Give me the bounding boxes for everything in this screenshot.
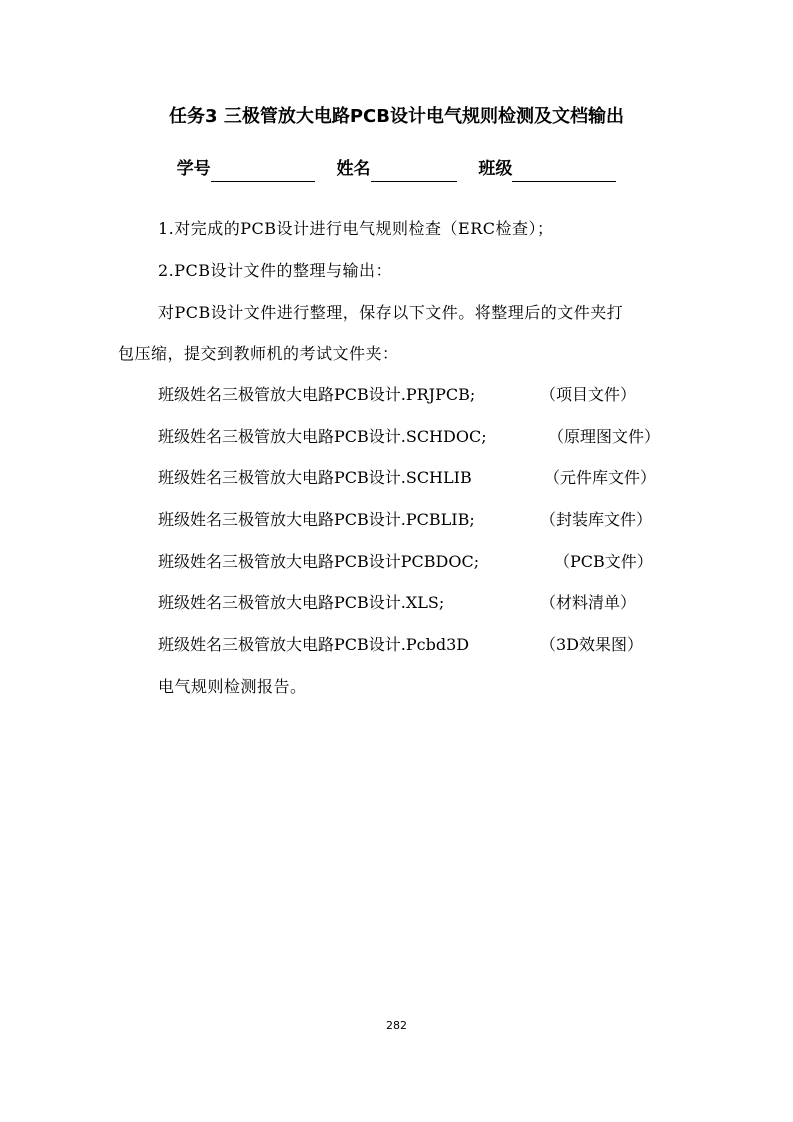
class-blank bbox=[512, 161, 616, 182]
page-title: 任务3 三极管放大电路PCB设计电气规则检测及文档输出 bbox=[169, 106, 624, 127]
file-name: 班级姓名三极管放大电路PCB设计PCBDOC; bbox=[158, 552, 480, 571]
file-name: 班级姓名三极管放大电路PCB设计.XLS; bbox=[158, 593, 445, 612]
file-name: 班级姓名三极管放大电路PCB设计.Pcbd3D bbox=[158, 635, 470, 654]
page-number: 282 bbox=[386, 1019, 407, 1032]
file-description: （PCB文件） bbox=[554, 552, 653, 571]
file-name: 班级姓名三极管放大电路PCB设计.SCHLIB bbox=[158, 468, 472, 487]
student-id-label: 学号 bbox=[176, 159, 211, 179]
file-name: 班级姓名三极管放大电路PCB设计.PCBLIB; bbox=[158, 510, 475, 529]
instruction-line-1: 对PCB设计文件进行整理，保存以下文件。将整理后的文件夹打 bbox=[158, 303, 624, 322]
instruction-line-2: 包压缩，提交到教师机的考试文件夹： bbox=[118, 344, 399, 363]
file-name: 班级姓名三极管放大电路PCB设计.PRJPCB; bbox=[158, 385, 476, 404]
student-id-blank bbox=[211, 161, 315, 182]
file-description: （封装库文件） bbox=[540, 510, 653, 529]
student-info-row bbox=[0, 156, 793, 182]
class-field bbox=[478, 156, 616, 182]
task-item-1: 1.对完成的PCB设计进行电气规则检查（ERC检查）； bbox=[158, 219, 554, 238]
file-description: （项目文件） bbox=[540, 385, 637, 404]
file-description: （元件库文件） bbox=[544, 468, 657, 487]
file-description: （3D效果图） bbox=[540, 635, 644, 654]
class-label: 班级 bbox=[478, 159, 513, 179]
name-blank bbox=[371, 161, 457, 182]
name-field bbox=[337, 156, 457, 182]
final-item: 电气规则检测报告。 bbox=[158, 677, 307, 696]
task-item-2: 2.PCB设计文件的整理与输出： bbox=[158, 261, 393, 280]
file-description: （原理图文件） bbox=[548, 427, 661, 446]
file-name: 班级姓名三极管放大电路PCB设计.SCHDOC; bbox=[158, 427, 487, 446]
student-id-field bbox=[177, 156, 315, 182]
name-label: 姓名 bbox=[336, 159, 371, 179]
file-description: （材料清单） bbox=[540, 593, 637, 612]
